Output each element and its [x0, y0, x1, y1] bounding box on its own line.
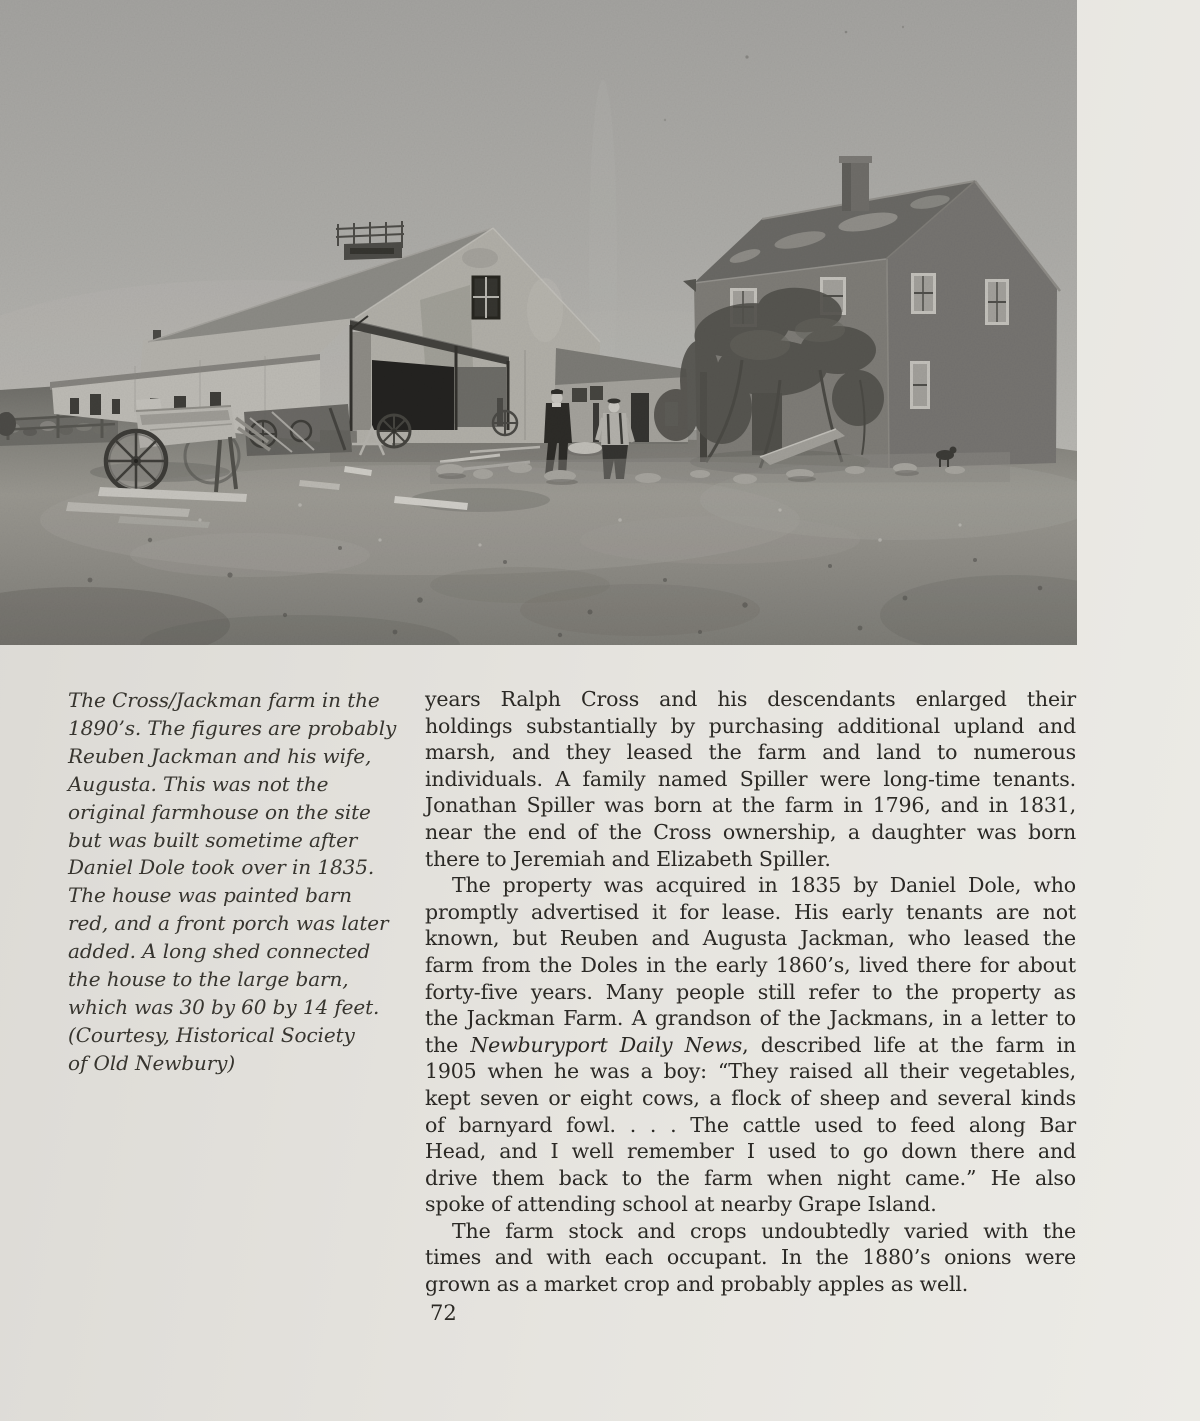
body-text [425, 686, 1076, 1298]
caption-line: added. A long shed connected [68, 939, 371, 964]
farm-photograph [0, 0, 1077, 645]
caption-line: Augusta. This was not the [68, 771, 329, 796]
body-line: known, but Reuben and Augusta Jackman, who leased the [425, 926, 1076, 951]
caption-line: Daniel Dole took over in 1835. [68, 855, 375, 880]
body-line: The farm stock and crops undoubtedly varied with the [452, 1218, 1076, 1243]
caption-line: The Cross/Jackman farm in the [68, 688, 380, 712]
body-line: The property was acquired in 1835 by Daniel Dole, who [452, 873, 1076, 898]
body-line: individuals. A family named Spiller were long-time tenants. [425, 766, 1076, 791]
body-line: of barnyard fowl. . . . The cattle used to feed along Bar [425, 1112, 1076, 1137]
body-line: marsh, and they leased the farm and land to numerous [425, 740, 1076, 765]
caption-line: red, and a front porch was later [68, 911, 389, 936]
paragraph [425, 686, 1076, 872]
body-line: spoke of attending school at nearby Grape Island. [425, 1192, 937, 1217]
body-line: forty-five years. Many people still refer to the property as [425, 979, 1076, 1004]
body-line: grown as a market crop and probably apples as well. [425, 1272, 969, 1297]
page-number: 72 [430, 1301, 457, 1325]
caption-line: the house to the large barn, [68, 967, 349, 992]
body-line: farm from the Doles in the early 1860’s, lived there for about [425, 952, 1076, 977]
body-line: near the end of the Cross ownership, a daughter was born [425, 819, 1076, 844]
photo-grain [0, 0, 1077, 645]
caption-line: Reuben Jackman and his wife, [68, 743, 372, 768]
body-line: the Newburyport Daily News, described life at the farm in [425, 1032, 1076, 1057]
body-line: the Jackman Farm. A grandson of the Jackmans, in a letter to [425, 1006, 1076, 1031]
body-line: times and with each occupant. In the 1880’s onions were [425, 1245, 1076, 1270]
body-line: promptly advertised it for lease. His early tenants are not [425, 899, 1076, 924]
body-line: holdings substantially by purchasing additional upland and [425, 713, 1076, 738]
caption-line: of Old Newbury) [68, 1050, 236, 1075]
caption-line: original farmhouse on the site [68, 799, 371, 824]
photo-caption [68, 687, 426, 1078]
body-line: kept seven or eight cows, a flock of sheep and several kinds [425, 1085, 1076, 1110]
body-line: drive them back to the farm when night came.” He also [425, 1165, 1076, 1190]
paragraph [425, 1218, 1076, 1298]
body-line: Jonathan Spiller was born at the farm in 1796, and in 1831, [425, 793, 1076, 818]
caption-line: 1890’s. The figures are probably [68, 715, 397, 740]
body-line: there to Jeremiah and Elizabeth Spiller. [425, 846, 831, 871]
caption-line: but was built sometime after [68, 827, 358, 852]
caption-line: (Courtesy, Historical Society [68, 1022, 355, 1047]
caption-line: The house was painted barn [68, 883, 352, 908]
body-line: years Ralph Cross and his descendants enlarged their [425, 687, 1076, 711]
caption-line: which was 30 by 60 by 14 feet. [68, 994, 380, 1019]
body-line: 1905 when he was a boy: “They raised all their vegetables, [425, 1059, 1076, 1084]
body-line: Head, and I well remember I used to go down there and [425, 1139, 1076, 1164]
paragraph [425, 872, 1076, 1218]
